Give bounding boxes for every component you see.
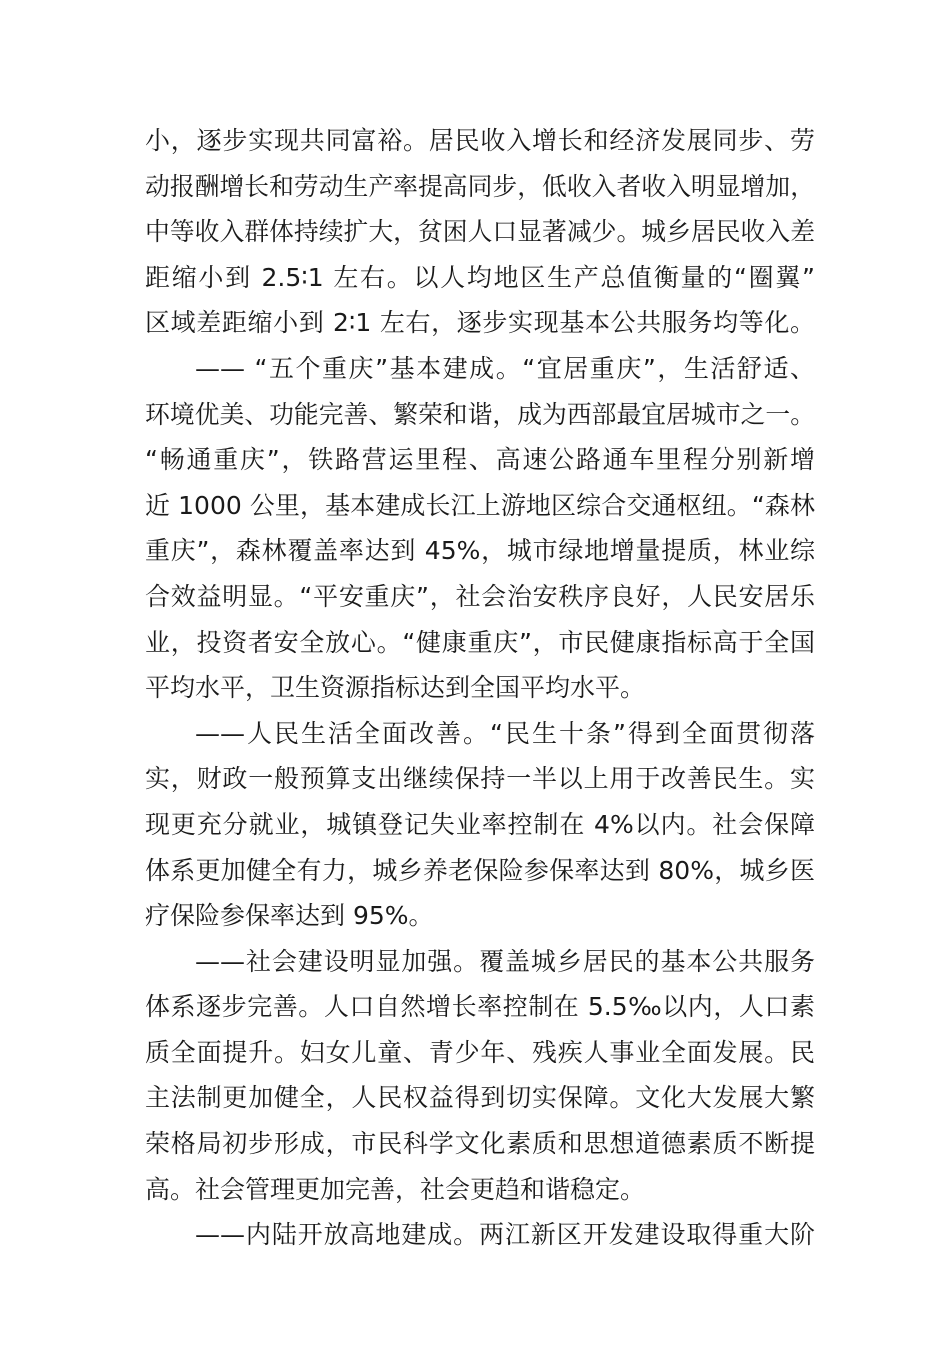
text-line: 体系逐步完善。人口自然增长率控制在 5.5‰以内，人口素 xyxy=(145,992,815,1022)
text-line: 疗保险参保率达到 95%。 xyxy=(145,901,434,931)
text-line: “畅通重庆”，铁路营运里程、高速公路通车里程分别新增 xyxy=(145,445,815,475)
paragraph-start-line: —— “五个重庆”基本建成。“宜居重庆”，生活舒适、 xyxy=(195,353,815,383)
text-line: 环境优美、功能完善、繁荣和谐，成为西部最宜居城市之一。 xyxy=(145,399,815,429)
text-line: 主法制更加健全，人民权益得到切实保障。文化大发展大繁 xyxy=(145,1083,815,1113)
text-line: 实，财政一般预算支出继续保持一半以上用于改善民生。实 xyxy=(145,764,815,794)
text-line: 距缩小到 2.5∶1 左右。以人均地区生产总值衡量的“圈翼” xyxy=(145,262,815,292)
text-line: 中等收入群体持续扩大，贫困人口显著减少。城乡居民收入差 xyxy=(145,217,815,247)
text-line: 平均水平，卫生资源指标达到全国平均水平。 xyxy=(145,673,646,703)
text-line: 现更充分就业，城镇登记失业率控制在 4%以内。社会保障 xyxy=(145,809,815,839)
text-line: 小，逐步实现共同富裕。居民收入增长和经济发展同步、劳 xyxy=(145,126,815,155)
text-line: 区域差距缩小到 2∶1 左右，逐步实现基本公共服务均等化。 xyxy=(145,308,815,338)
text-line: 合效益明显。“平安重庆”，社会治安秩序良好，人民安居乐 xyxy=(145,581,815,611)
paragraph-start-line: ——人民生活全面改善。“民生十条”得到全面贯彻落 xyxy=(195,718,815,748)
paragraph-start-line: ——内陆开放高地建成。两江新区开发建设取得重大阶 xyxy=(195,1220,815,1250)
text-line: 体系更加健全有力，城乡养老保险参保率达到 80%，城乡医 xyxy=(145,855,815,885)
text-line: 质全面提升。妇女儿童、青少年、残疾人事业全面发展。民 xyxy=(145,1037,815,1067)
text-line: 荣格局初步形成，市民科学文化素质和思想道德素质不断提 xyxy=(145,1129,815,1159)
paragraph-start-line: ——社会建设明显加强。覆盖城乡居民的基本公共服务 xyxy=(195,946,815,976)
text-line: 业，投资者安全放心。“健康重庆”，市民健康指标高于全国 xyxy=(145,627,815,657)
text-line: 动报酬增长和劳动生产率提高同步，低收入者收入明显增加， xyxy=(145,171,815,201)
text-line: 重庆”，森林覆盖率达到 45%，城市绿地增量提质，林业综 xyxy=(145,536,815,566)
text-line: 近 1000 公里，基本建成长江上游地区综合交通枢纽。“森林 xyxy=(145,490,815,520)
text-line: 高。社会管理更加完善，社会更趋和谐稳定。 xyxy=(145,1174,646,1204)
body-text xyxy=(145,118,815,1258)
